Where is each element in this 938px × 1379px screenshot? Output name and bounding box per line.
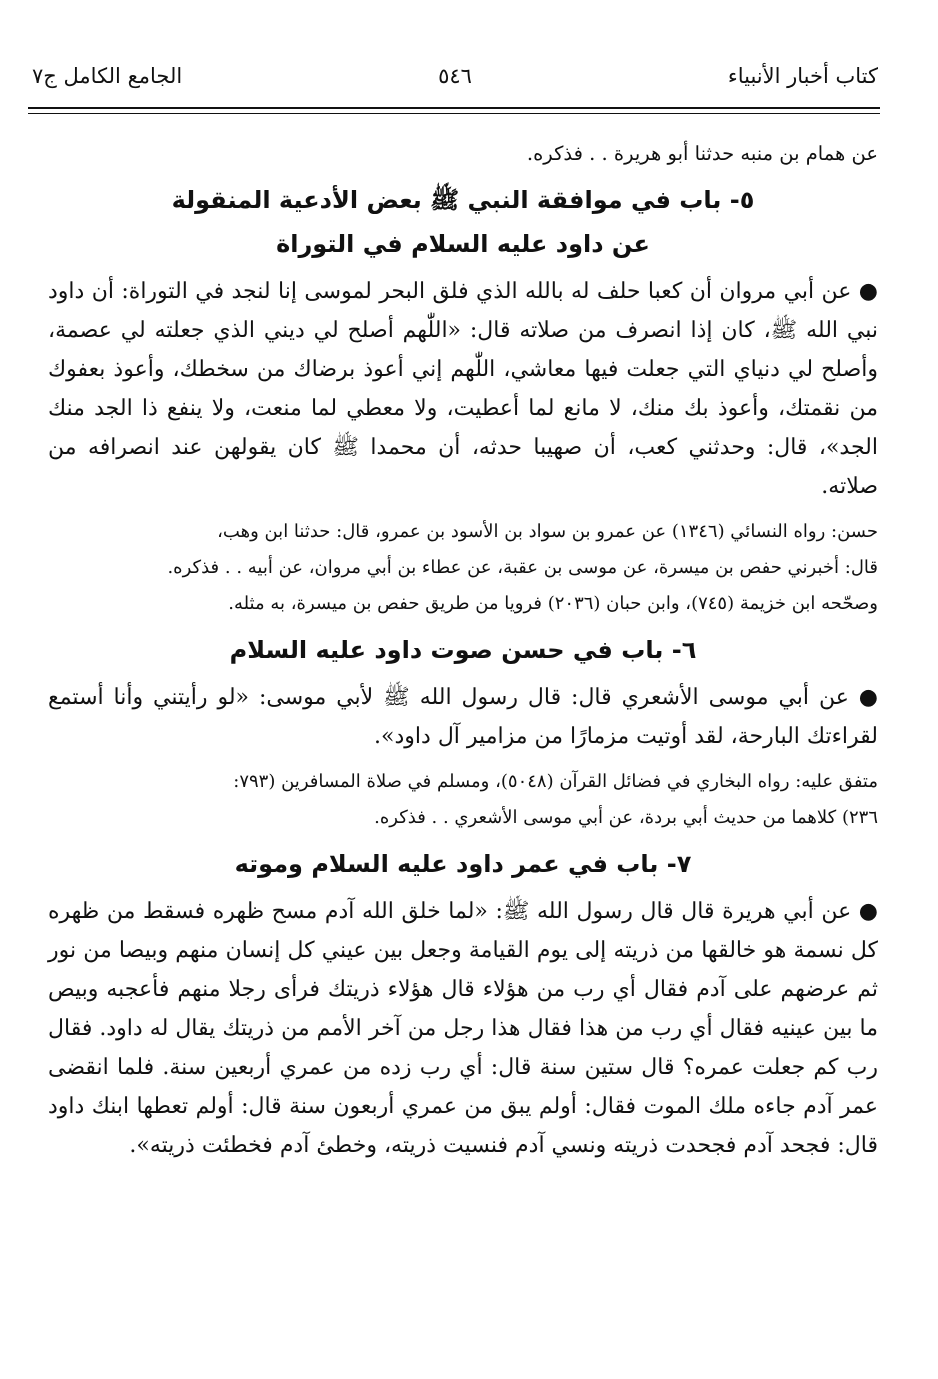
- footnote-1-line2: قال: أخبرني حفص بن ميسرة، عن موسى بن عقبة، عن عطاء بن أبي مروان، عن أبيه . . فذكره.: [167, 557, 878, 578]
- page-number: ٥٤٦: [438, 64, 472, 88]
- footnote-1-line3: وصحّحه ابن خزيمة (٧٤٥)، وابن حبان (٢٠٣٦) فرويا من طريق حفص بن ميسرة، به مثله.: [228, 593, 878, 614]
- page-body: [48, 128, 878, 1165]
- lead-line: عن همام بن منبه حدثنا أبو هريرة . . فذكره.: [526, 142, 878, 165]
- header-rule-thick: [28, 107, 880, 109]
- volume-label: الجامع الكامل ج٧: [32, 64, 183, 88]
- header-rule-thin: [28, 113, 880, 114]
- section-heading-7: ٧- باب في عمر داود عليه السلام وموته: [234, 850, 692, 878]
- running-header: [32, 58, 878, 98]
- hadith-paragraph-1: ● عن أبي مروان أن كعبا حلف له بالله الذي فلق البحر لموسى إنا لنجد في التوراة: أن داود نبي الله ﷺ، كان إذا انصرف من صلاته قال: «اللّٰهم أصلح لي ديني الذي جعلته لي عصمة، وأصلح لي دنياي التي جعلت فيها معاشي، اللّٰهم إني أعوذ برضاك من سخطك، وأعوذ بعفوك من نقمتك، وأعوذ بك منك، لا مانع لما أعطيت، ولا معطي لما منعت، ولا ينفع ذا الجد منك الجد»، قال: وحدثني كعب، أن صهيبا حدثه، أن محمدا ﷺ كان يقولهن عند انصرافه من صلاته.: [48, 279, 878, 499]
- section-heading-6: ٦- باب في حسن صوت داود عليه السلام: [229, 636, 697, 664]
- section-heading-5-line1: ٥- باب في موافقة النبي ﷺ بعض الأدعية المنقولة: [171, 186, 755, 214]
- footnote-2-line1: متفق عليه: رواه البخاري في فضائل القرآن (٥٠٤٨)، ومسلم في صلاة المسافرين (٧٩٣:: [233, 771, 878, 792]
- hadith-paragraph-3: ● عن أبي هريرة قال قال رسول الله ﷺ: «لما خلق الله آدم مسح ظهره فسقط من ظهره كل نسمة هو خالقها من ذريته إلى يوم القيامة وجعل بين عيني كل إنسان منهم وبيصا من نور ثم عرضهم على آدم فقال أي رب من هؤلاء قال هؤلاء ذريتك فرأى رجلا منهم فأعجبه وبيص ما بين عينيه فقال أي رب من هذا فقال هذا رجل من آخر الأمم من ذريتك يقال له داود. فقال رب كم جعلت عمره؟ قال ستين سنة قال: أي رب زده من عمري أربعين سنة. فلما انقضى عمر آدم جاءه ملك الموت فقال: أولم يبق من عمري أربعون سنة قال: أولم تعطها ابنك داود قال: فجحد آدم فجحدت ذريته ونسي آدم فنسيت ذريته، وخطئ آدم فخطئت ذريته».: [48, 899, 878, 1158]
- footnote-1-line1: حسن: رواه النسائي (١٣٤٦) عن عمرو بن سواد بن الأسود بن عمرو، قال: حدثنا ابن وهب،: [217, 521, 878, 542]
- book-title: كتاب أخبار الأنبياء: [727, 64, 878, 88]
- section-heading-5-line2: عن داود عليه السلام في التوراة: [276, 230, 650, 258]
- footnote-2-line2: ٢٣٦) كلاهما من حديث أبي بردة، عن أبي موسى الأشعري . . فذكره.: [374, 807, 878, 828]
- hadith-paragraph-2: ● عن أبي موسى الأشعري قال: قال رسول الله ﷺ لأبي موسى: «لو رأيتني وأنا أستمع لقراءتك البارحة، لقد أوتيت مزمارًا من مزامير آل داود».: [48, 685, 878, 749]
